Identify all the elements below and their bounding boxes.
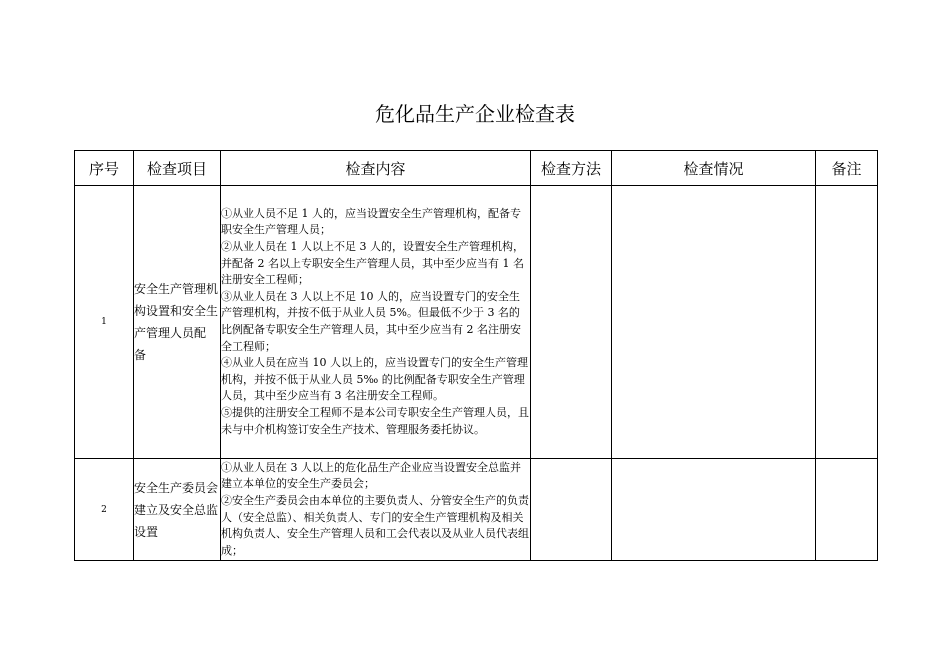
document-title: 危化品生产企业检查表	[375, 102, 575, 126]
row-remark-cell[interactable]	[816, 459, 878, 561]
table-row	[75, 186, 878, 459]
header-remark: 备注	[816, 151, 878, 186]
row-seq: 1	[75, 186, 134, 459]
row-remark-cell[interactable]	[816, 186, 878, 459]
header-seq: 序号	[75, 151, 134, 186]
row-method-cell[interactable]	[531, 459, 612, 561]
row-item: 安全生产委员会建立及安全总监设置	[134, 459, 221, 561]
row-method-cell[interactable]	[531, 186, 612, 459]
row-seq: 2	[75, 459, 134, 561]
row-content: ①从业人员在 3 人以上的危化品生产企业应当设置安全总监并建立本单位的安全生产委员会； ②安全生产委员会由本单位的主要负责人、分管安全生产的负责人（安全总监）、相关负责人、专门的安全生产管理机构及相关机构负责人、安全生产管理人员和工会代表以及从业人员代表组成；	[221, 459, 531, 561]
inspection-table	[74, 150, 878, 561]
row-status-cell[interactable]	[612, 186, 816, 459]
row-content: ①从业人员不足 1 人的，应当设置安全生产管理机构，配备专职安全生产管理人员； ②从业人员在 1 人以上不足 3 人的，设置安全生产管理机构，并配备 2 名以上专职安全生产管理人员，其中至少应当有 1 名注册安全工程师； ③从业人员在 3 人以上不足 10 人的，应当设置专门的安全生产管理机构，并按不低于从业人员 5%。但最低不少于 3 名的比例配备专职安全生产管理人员，其中至少应当有 2 名注册安全工程师； ④从业人员在应当 10 人以上的，应当设置专门的安全生产管理机构，并按不低于从业人员 5‰ 的比例配备专职安全生产管理人员，其中至少应当有 3 名注册安全工程师。 ⑤提供的注册安全工程师不是本公司专职安全生产管理人员，且未与中介机构签订安全生产技术、管理服务委托协议。	[221, 186, 531, 459]
header-item: 检查项目	[134, 151, 221, 186]
header-content: 检查内容	[221, 151, 531, 186]
table-header-row	[75, 151, 878, 186]
row-status-cell[interactable]	[612, 459, 816, 561]
table-row	[75, 459, 878, 561]
header-status: 检查情况	[612, 151, 816, 186]
row-item: 安全生产管理机构设置和安全生产管理人员配 备	[134, 186, 221, 459]
header-method: 检查方法	[531, 151, 612, 186]
